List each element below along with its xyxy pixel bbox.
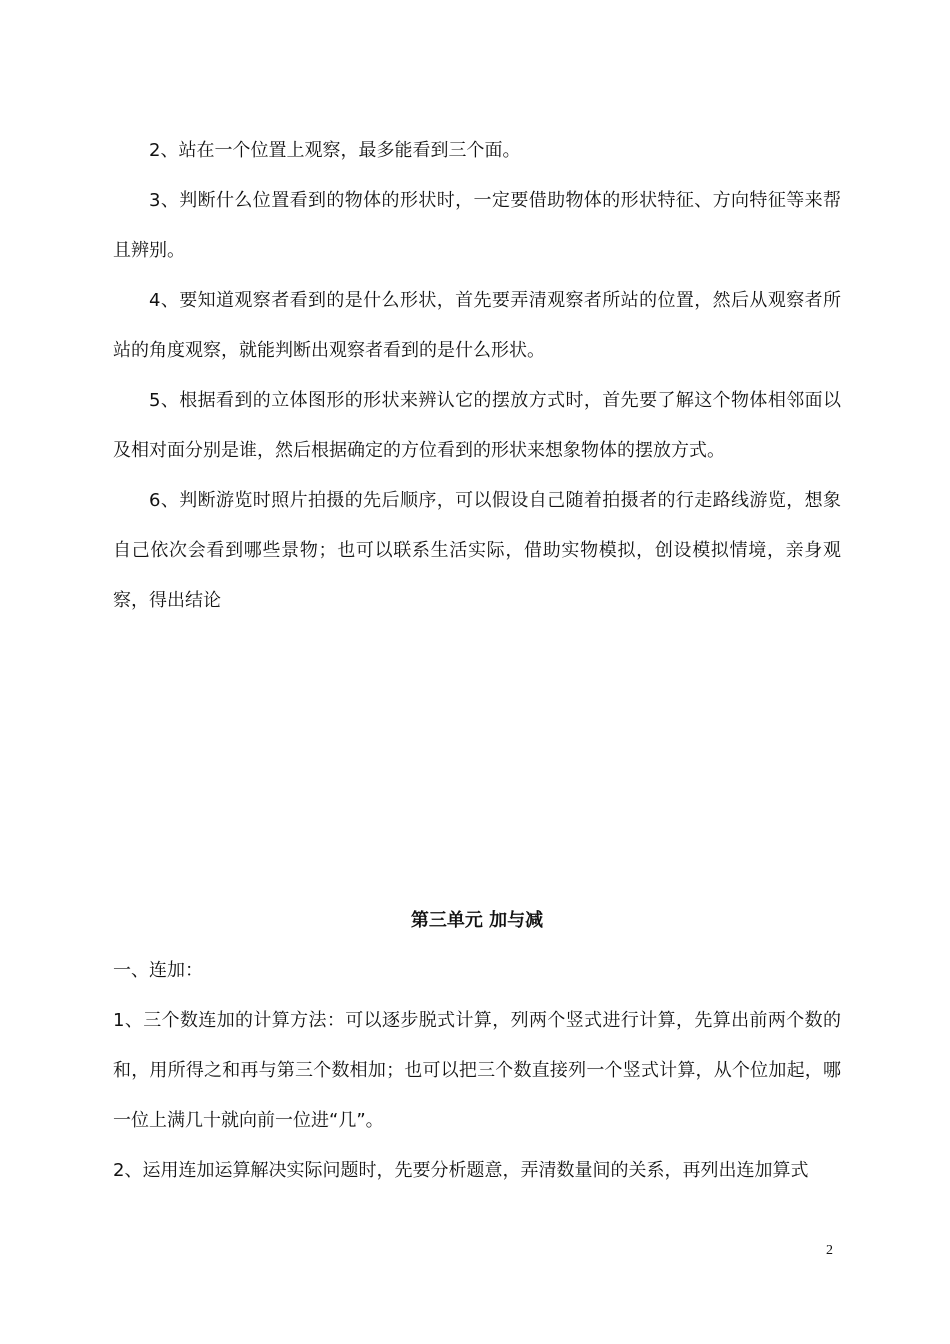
paragraph-6: 6、判断游览时照片拍摄的先后顺序，可以假设自己随着拍摄者的行走路线游览，想象自己依次会看到哪些景物；也可以联系生活实际，借助实物模拟，创设模拟情境，亲身观察，得出结论 (113, 490, 841, 611)
paragraph-lianjia-2: 2、运用连加运算解决实际问题时，先要分析题意，弄清数量间的关系，再列出连加算式 (113, 1160, 809, 1181)
paragraph-lianjia-1: 1、三个数连加的计算方法：可以逐步脱式计算，列两个竖式进行计算，先算出前两个数的和，用所得之和再与第三个数相加；也可以把三个数直接列一个竖式计算，从个位加起，哪一位上满几十就向前一位进“几”。 (113, 1010, 841, 1131)
section-heading-lianjia: 一、连加： (113, 960, 203, 981)
paragraph-4: 4、要知道观察者看到的是什么形状，首先要弄清观察者所站的位置，然后从观察者所站的角度观察，就能判断出观察者看到的是什么形状。 (113, 290, 841, 361)
paragraph-3: 3、判断什么位置看到的物体的形状时，一定要借助物体的形状特征、方向特征等来帮且辨别。 (113, 190, 841, 261)
paragraph-2: 2、站在一个位置上观察，最多能看到三个面。 (149, 140, 521, 161)
paragraph-5: 5、根据看到的立体图形的形状来辨认它的摆放方式时，首先要了解这个物体相邻面以及相对面分别是谁，然后根据确定的方位看到的形状来想象物体的摆放方式。 (113, 390, 841, 461)
unit-title: 第三单元 加与减 (410, 910, 544, 931)
page-number: 2 (826, 1243, 833, 1258)
